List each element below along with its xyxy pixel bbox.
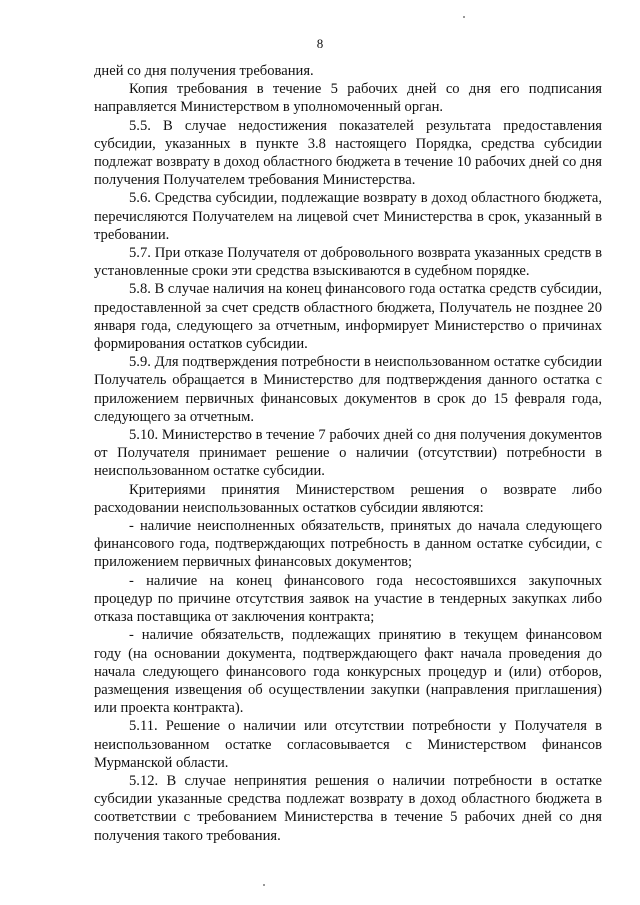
scan-speck [463, 16, 465, 18]
document-body [94, 62, 602, 845]
paragraph-5-12: 5.12. В случае непринятия решения о наличии потребности в остатке субсидии указанные средства подлежат возврату в доход областного бюджета в соответствии с требованием Министерства в течение 5 рабочих дней со дня получения такого требования. [94, 772, 602, 844]
paragraph-copy-of-requirement: Копия требования в течение 5 рабочих дней со дня его подписания направляется Министерством в уполномоченный орган. [94, 81, 602, 116]
paragraph-5-10: 5.10. Министерство в течение 7 рабочих дней со дня получения документов от Получателя принимает решение о наличии (отсутствии) потребности в неиспользованном остатке субсидии. [94, 427, 602, 480]
paragraph-5-6: 5.6. Средства субсидии, подлежащие возврату в доход областного бюджета, перечисляются Получателем на лицевой счет Министерства в срок, указанный в требовании. [94, 190, 602, 243]
paragraph-criterion-2: - наличие на конец финансового года несостоявшихся закупочных процедур по причине отсутствия заявок на участие в тендерных закупках либо отказа поставщика от заключения контракта; [94, 572, 602, 626]
paragraph-5-5: 5.5. В случае недостижения показателей результата предоставления субсидии, указанных в пункте 3.8 настоящего Порядка, средства субсидии подлежат возврату в доход областного бюджета в течение 10 рабочих дней со дня получения Получателем требования Министерства. [94, 117, 602, 189]
paragraph-5-8: 5.8. В случае наличия на конец финансового года остатка средств субсидии, предоставленной за счет средств областного бюджета, Получатель не позднее 20 января года, следующего за отчетным, информирует Министерство о причинах формирования остатков субсидии. [94, 281, 602, 353]
page-number: 8 [316, 36, 324, 51]
paragraph-continuation: дней со дня получения требования. [94, 63, 314, 79]
paragraph-5-11: 5.11. Решение о наличии или отсутствии потребности у Получателя в неиспользованном остатке согласовывается с Министерством финансов Мурманской области. [94, 718, 602, 771]
scan-speck [263, 884, 265, 886]
paragraph-criteria-intro: Критериями принятия Министерством решения о возврате либо расходовании неиспользованных остатков субсидии являются: [94, 481, 602, 516]
paragraph-criterion-1: - наличие неисполненных обязательств, принятых до начала следующего финансового года, подтверждающих потребность в данном остатке субсидии, с приложением первичных финансовых документов; [94, 518, 602, 571]
paragraph-5-7: 5.7. При отказе Получателя от добровольного возврата указанных средств в установленные сроки эти средства взыскиваются в судебном порядке. [94, 245, 602, 280]
paragraph-5-9: 5.9. Для подтверждения потребности в неиспользованном остатке субсидии Получатель обращается в Министерство для подтверждения данного остатка с приложением первичных финансовых документов в срок до 15 февраля года, следующего за отчетным. [94, 354, 602, 425]
paragraph-criterion-3: - наличие обязательств, подлежащих принятию в текущем финансовом году (на основании документа, подтверждающего факт начала проведения до начала следующего финансового года конкурсных процедур и (или) отборов, размещения извещения об осуществлении закупки (направления приглашения) или проекта контракта). [94, 627, 602, 717]
